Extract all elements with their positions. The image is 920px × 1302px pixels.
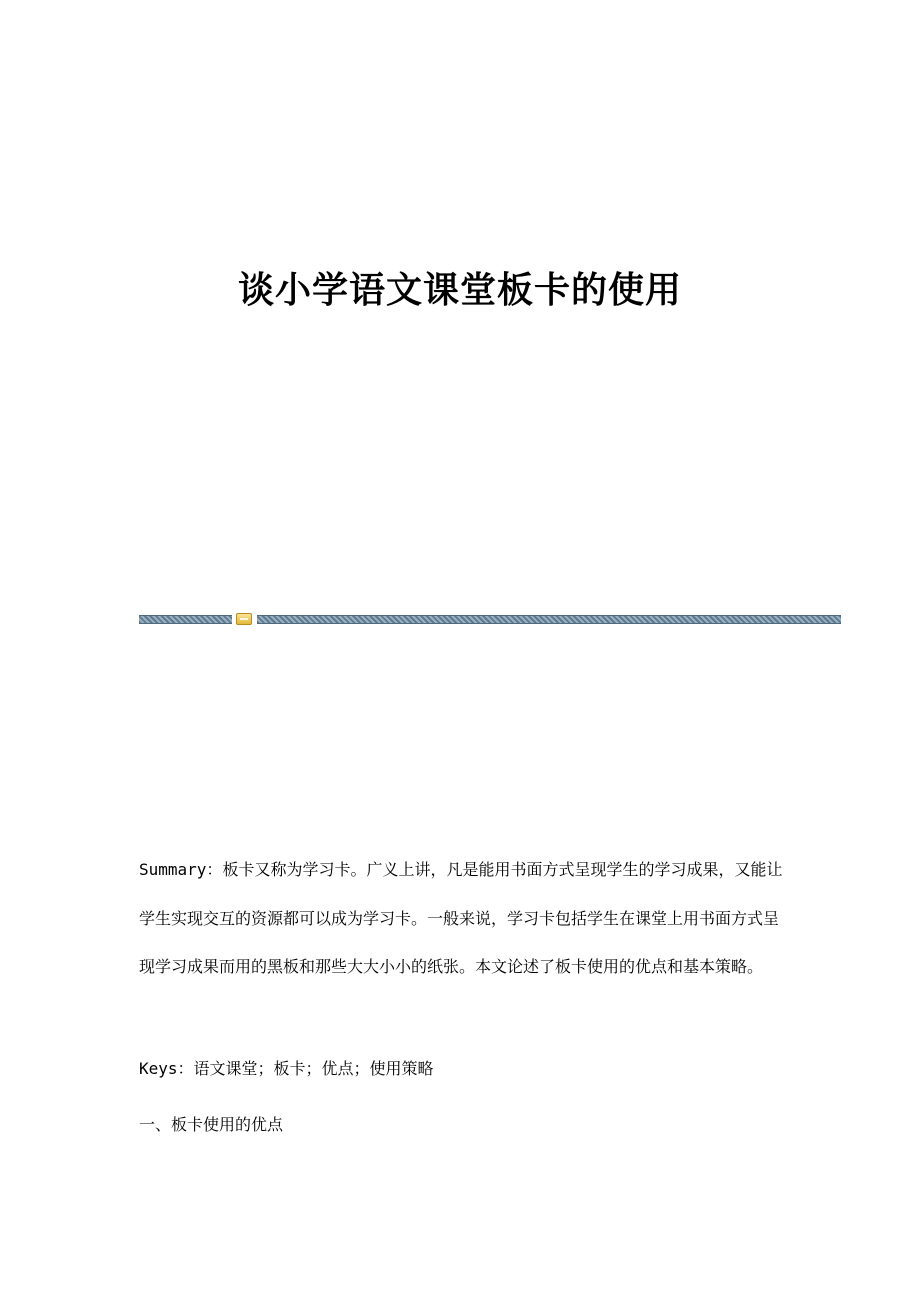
keys-label: Keys： (139, 1059, 194, 1078)
summary-label: Summary： (139, 860, 223, 879)
divider-right (257, 615, 841, 624)
summary-paragraph (139, 846, 789, 992)
keys-text: 语文课堂；板卡；优点；使用策略 (193, 1059, 434, 1078)
document-title: 谈小学语文课堂板卡的使用 (237, 269, 682, 311)
divider-ornament-icon (236, 613, 252, 625)
keywords-paragraph (139, 1045, 789, 1093)
divider-left (139, 615, 232, 624)
summary-text: 板卡又称为学习卡。广义上讲，凡是能用书面方式呈现学生的学习成果，又能让学生实现交互的资源都可以成为学习卡。一般来说，学习卡包括学生在课堂上用书面方式呈现学习成果而用的黑板和那些大大小小的纸张。本文论述了板卡使用的优点和基本策略。 (139, 860, 783, 976)
section-heading: 一、板卡使用的优点 (139, 1115, 284, 1134)
